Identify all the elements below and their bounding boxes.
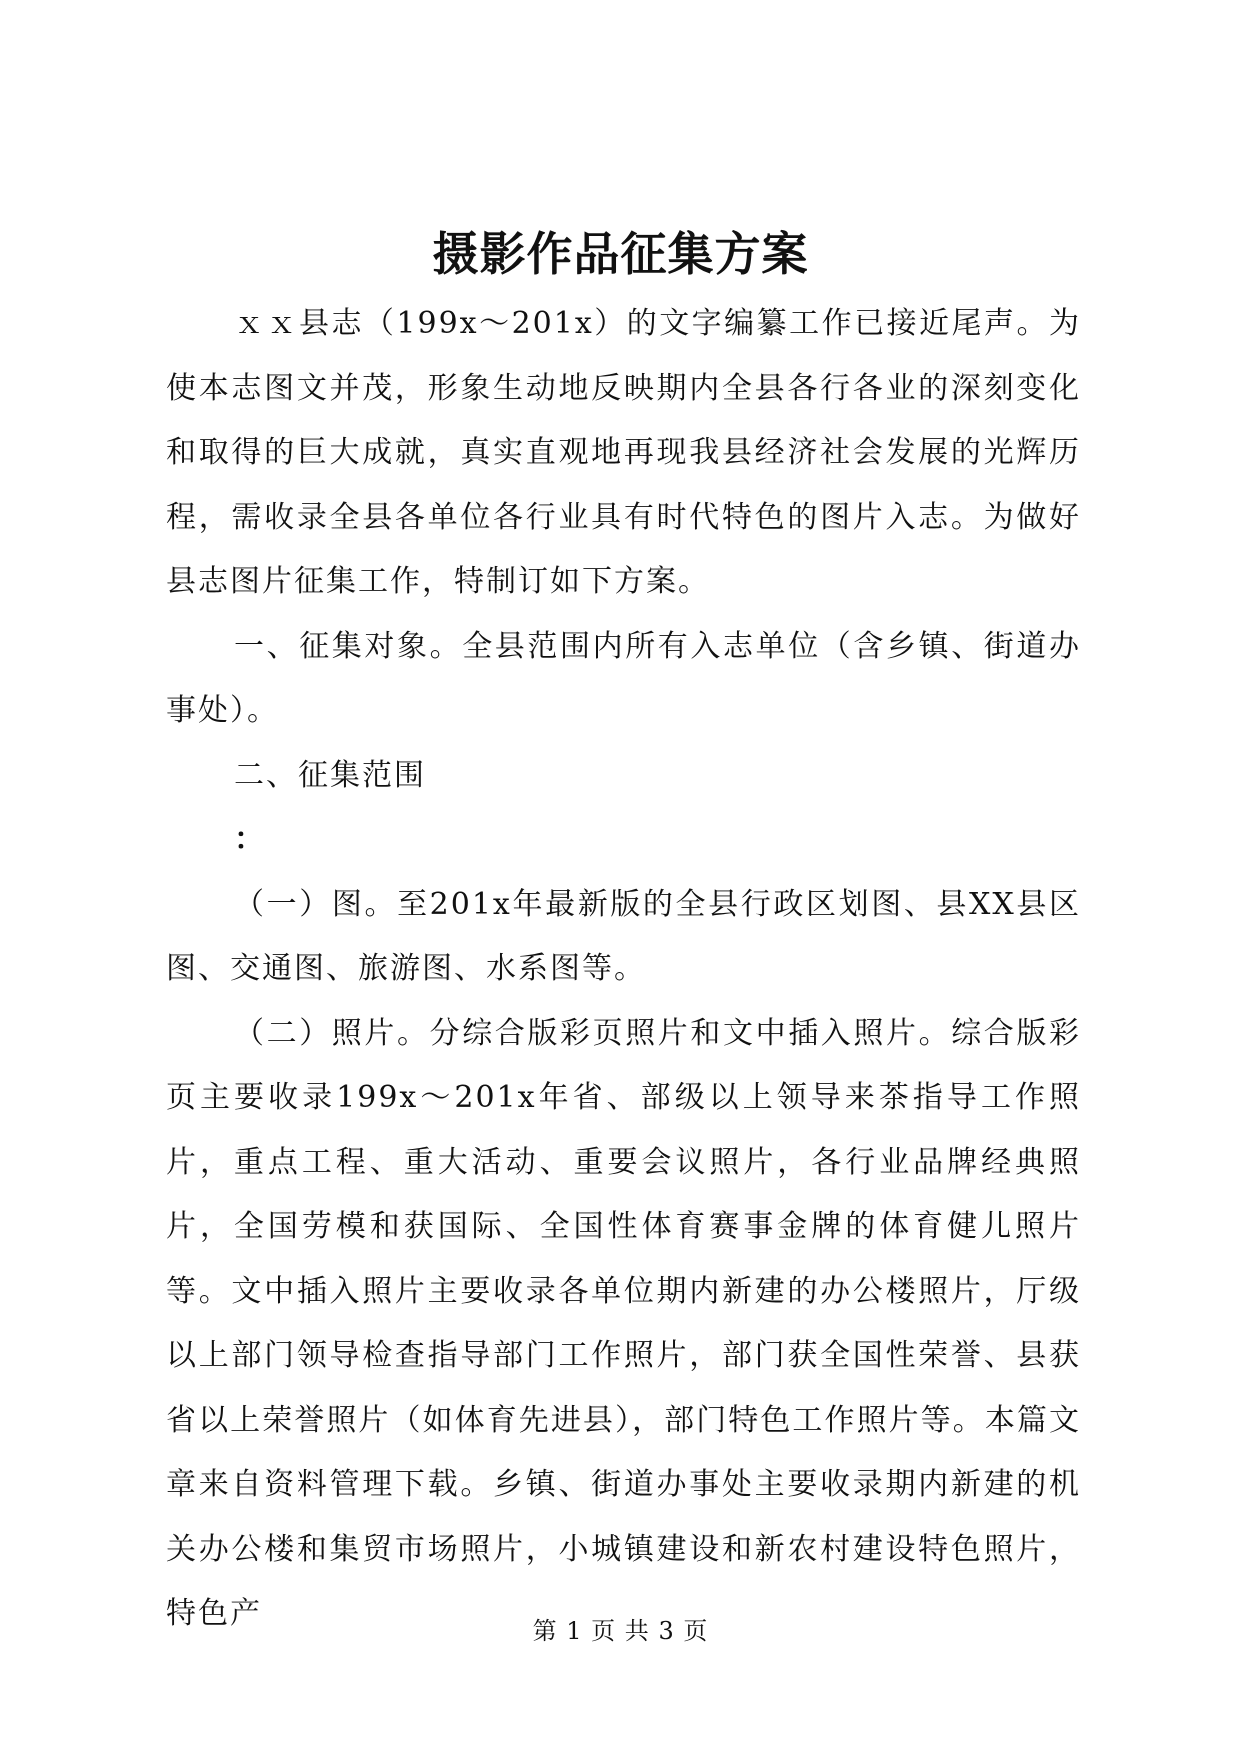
subsection-photos: （二）照片。分综合版彩页照片和文中插入照片。综合版彩页主要收录199x～201x年省、部级以上领导来茶指导工作照片，重点工程、重大活动、重要会议照片，各行业品牌经典照片，全国劳模和获国际、全国性体育赛事金牌的体育健儿照片等。文中插入照片主要收录各单位期内新建的办公楼照片，厅级以上部门领导检查指导部门工作照片，部门获全国性荣誉、县获省以上荣誉照片（如体育先进县），部门特色工作照片等。本篇文章来自资料管理下载。乡镇、街道办事处主要收录期内新建的机关办公楼和集贸市场照片，小城镇建设和新农村建设特色照片，特色产	[166, 1015, 1081, 1631]
page-number-footer: 第 1 页 共 3 页	[532, 1617, 709, 1645]
section-collection-target: 一、征集对象。全县范围内所有入志单位（含乡镇、街道办事处）。	[166, 628, 1081, 728]
scope-colon-line: ：	[234, 822, 264, 857]
page-title: 摄影作品征集方案	[432, 227, 809, 281]
document-body	[166, 292, 1081, 1647]
intro-paragraph: ｘｘ县志（199x～201x）的文字编纂工作已接近尾声。为使本志图文并茂，形象生动地反映期内全县各行各业的深刻变化和取得的巨大成就，真实直观地再现我县经济社会发展的光辉历程，需收录全县各单位各行业具有时代特色的图片入志。为做好县志图片征集工作，特制订如下方案。	[166, 306, 1081, 599]
subsection-maps: （一）图。至201x年最新版的全县行政区划图、县XX县区图、交通图、旅游图、水系图等。	[166, 886, 1081, 986]
section-collection-scope-heading: 二、征集范围	[234, 757, 426, 793]
